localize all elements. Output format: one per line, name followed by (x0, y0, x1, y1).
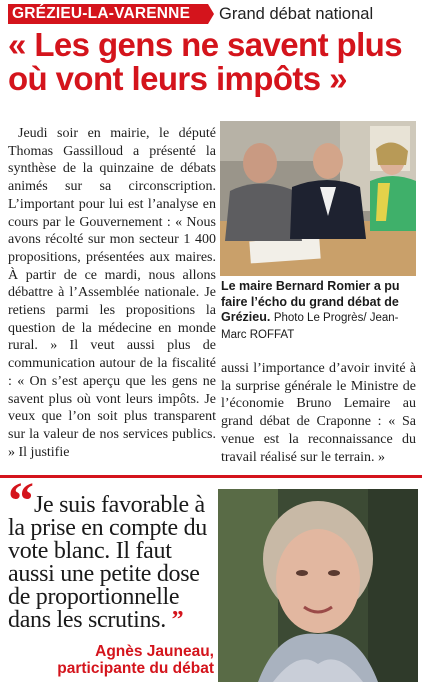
article-header (0, 2, 422, 24)
quote-author-name: Agnès Jauneau, (95, 643, 214, 660)
quote-block (8, 494, 214, 632)
close-quote-icon: ” (171, 607, 184, 633)
badge-arrow-icon (208, 4, 214, 24)
article-body-right: aussi l’importance d’avoir invité à la surprise générale le Ministre de l’économie Bruno Lemaire au grand débat de Craponne : « Sa venue est la reconnaissance du travail réalisé sur le terrain. » (221, 361, 416, 465)
article-left-column (8, 125, 216, 461)
pull-quote (8, 473, 214, 682)
photo-credit: Photo Le Progrès/ Jean-Marc ROFFAT (221, 312, 399, 341)
quote-text: Je suis favorable à la prise en compte du vote blanc. Il faut aussi une petite dose de proportionnelle dans les scrutins. (8, 492, 207, 633)
headline: « Les gens ne savent plus où vont leurs impôts » (8, 26, 402, 97)
open-quote-icon: “ (8, 473, 34, 530)
article-body-left: Jeudi soir en mairie, le député Thomas Gassilloud a présenté la synthèse de la quinzaine de débats animés sur sa circonscription. L’important pour lui est l’analyse en cours par le Gouvernement : « Nous avons récolté sur mon secteur 1 400 propositions, présentées aux maires. À partir de ce mardi, nous allons débattre à l’Assemblée nationale. Je retiens parmi les propositions la question de la médecine en monde rural. » Il veut aussi plus de communication autour de la fiscalité : « On s’est aperçu que les gens ne savent plus où vont leurs impôts. Je veux que l’on soit plus transparent sur la valeur de nos services publics. » Il justifie (8, 126, 216, 460)
article-right-column (221, 360, 416, 466)
section-divider (0, 475, 422, 478)
quote-author (8, 643, 214, 677)
portrait-photo (218, 489, 418, 682)
section-title: Grand débat national (219, 5, 374, 23)
quote-author-role: participante du débat (57, 660, 214, 677)
location-badge: GRÉZIEU-LA-VARENNE (8, 4, 208, 24)
photo-caption (221, 279, 416, 343)
meeting-photo-image (220, 121, 416, 276)
caption-text: Le maire Bernard Romier a pu faire l’écho du grand débat de Grézieu. (221, 279, 400, 324)
meeting-photo (220, 121, 416, 276)
portrait-photo-image (218, 489, 418, 682)
